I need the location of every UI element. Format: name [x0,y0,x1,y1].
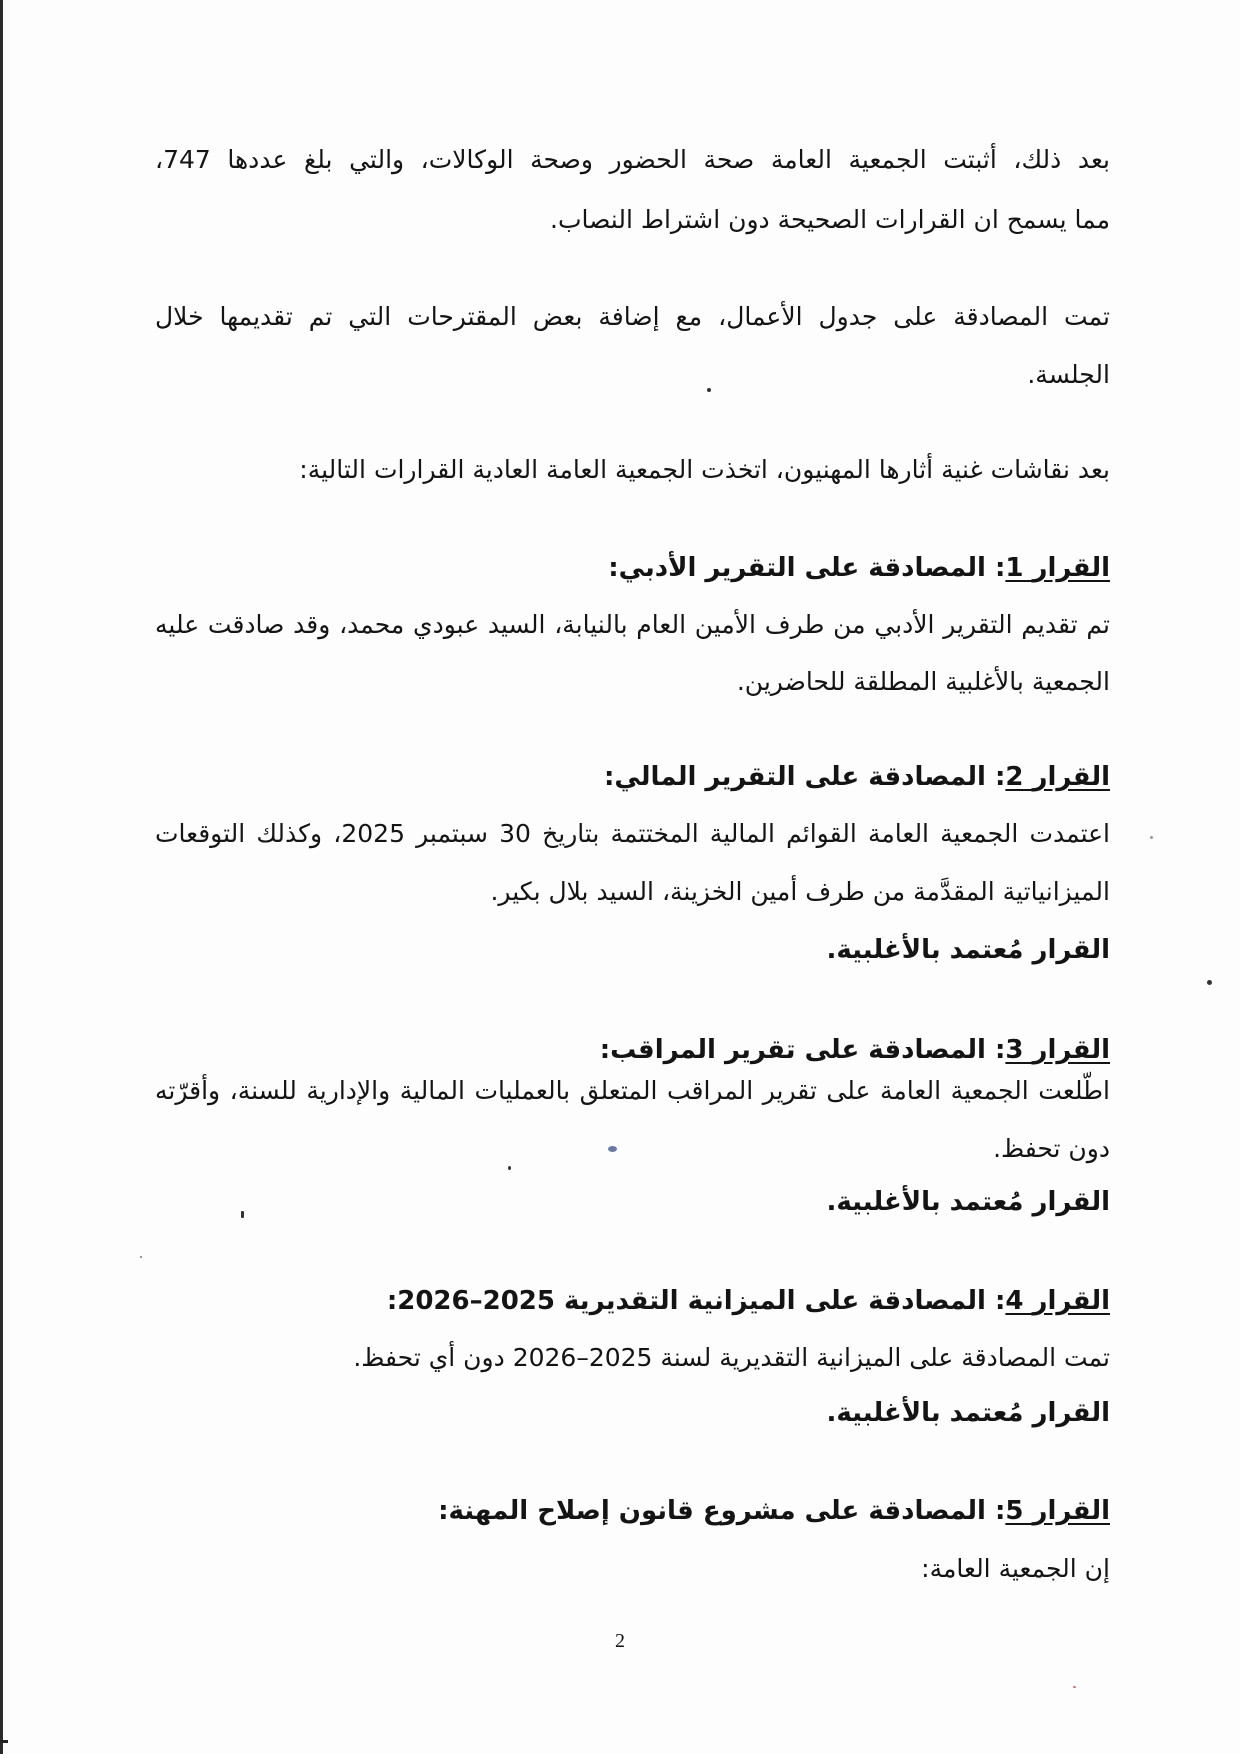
decision-1-body-line-1: تم تقديم التقرير الأدبي من طرف الأمين العام بالنيابة، السيد عبودي محمد، وقد صادقت عليه [155,610,1110,639]
decision-3-body-line-1: اطّلعت الجمعية العامة على تقرير المراقب المتعلق بالعمليات المالية والإدارية للسنة، وأقرّته [155,1076,1110,1105]
decision-2-label: القرار 2 [1005,762,1110,792]
scan-speck [508,1166,511,1170]
decision-2-body-line-2: الميزانياتية المقدَّمة من طرف أمين الخزينة، السيد بلال بكير. [490,877,1110,906]
decision-4-approved: القرار مُعتمد بالأغلبية. [826,1398,1110,1428]
scan-speck [241,1211,244,1218]
decision-4-heading [387,1284,1110,1318]
decision-3-approved: القرار مُعتمد بالأغلبية. [826,1187,1110,1217]
decision-3-body-line-2: دون تحفظ. [993,1134,1110,1163]
decision-1-label: القرار 1 [1005,553,1110,583]
scan-speck [707,388,711,392]
decision-5-title: : المصادقة على مشروع قانون إصلاح المهنة: [438,1496,1006,1526]
decision-4-title: : المصادقة على الميزانية التقديرية 2025–2026: [386,1286,1006,1316]
agenda-line-2: الجلسة. [1027,360,1110,389]
decision-2-body-line-1: اعتمدت الجمعية العامة القوائم المالية المختتمة بتاريخ 30 سبتمبر 2025، وكذلك التوقعات [155,819,1110,848]
decision-2-approved: القرار مُعتمد بالأغلبية. [826,935,1110,965]
decision-4-body-line-1: تمت المصادقة على الميزانية التقديرية لسنة 2025–2026 دون أي تحفظ. [353,1343,1110,1372]
scan-speck [140,1256,142,1258]
decision-1-title: : المصادقة على التقرير الأدبي: [608,553,1006,583]
attendance-line-1: بعد ذلك، أثبتت الجمعية العامة صحة الحضور وصحة الوكالات، والتي بلغ عددها 747، [155,145,1110,174]
decision-5-heading [438,1494,1110,1528]
page-number: 2 [615,1630,625,1652]
decision-4-label: القرار 4 [1005,1286,1110,1316]
decision-5-body-line-1: إن الجمعية العامة: [921,1554,1110,1583]
decision-2-heading [604,760,1110,794]
decision-3-title: : المصادقة على تقرير المراقب: [599,1035,1006,1065]
decision-3-heading [600,1033,1110,1067]
scan-edge-mark [0,1740,8,1743]
scan-speck [1150,836,1153,839]
scan-edge [0,0,3,1754]
scan-speck [608,1146,617,1152]
attendance-line-2: مما يسمح ان القرارات الصحيحة دون اشتراط النصاب. [550,205,1110,234]
scan-speck [1207,980,1212,985]
decision-1-heading [608,551,1110,585]
discussions-line: بعد نقاشات غنية أثارها المهنيون، اتخذت الجمعية العامة العادية القرارات التالية: [299,455,1110,484]
decision-3-label: القرار 3 [1005,1035,1110,1065]
decision-5-label: القرار 5 [1005,1496,1110,1526]
scan-speck [1073,1686,1076,1688]
agenda-line-1: تمت المصادقة على جدول الأعمال، مع إضافة بعض المقترحات التي تم تقديمها خلال [155,302,1110,331]
decision-2-title: : المصادقة على التقرير المالي: [604,762,1006,792]
decision-1-body-line-2: الجمعية بالأغلبية المطلقة للحاضرين. [736,667,1110,696]
